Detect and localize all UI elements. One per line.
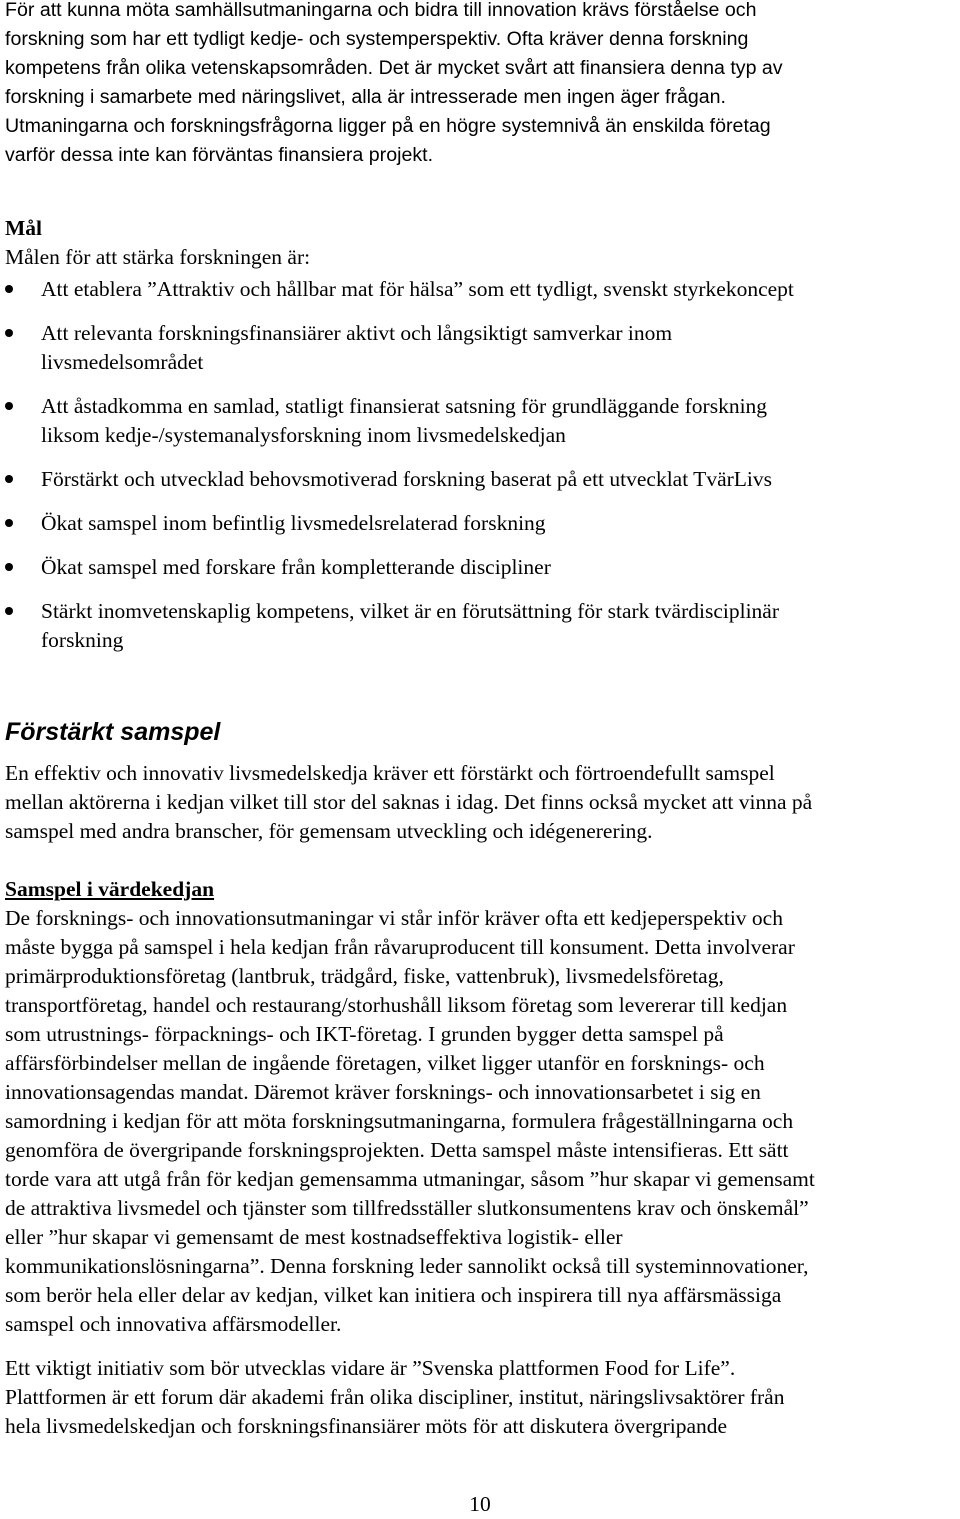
text-line: Ett viktigt initiativ som bör utvecklas vidare är ”Svenska plattformen Food for Life”. xyxy=(5,1356,736,1380)
text-line: forskning xyxy=(41,628,124,652)
text-line: innovationsagendas mandat. Däremot kräver forsknings- och innovationsarbetet i sig en xyxy=(5,1080,761,1104)
text-line: För att kunna möta samhällsutmaningarna och bidra till innovation krävs förståelse och xyxy=(5,0,757,21)
page-number: 10 xyxy=(469,1492,491,1516)
text-line: Förstärkt och utvecklad behovsmotiverad forskning baserat på ett utvecklat TvärLivs xyxy=(41,467,772,491)
bullet-icon xyxy=(5,475,13,483)
text-line: Att åstadkomma en samlad, statligt finansierat satsning för grundläggande forskning xyxy=(41,394,768,418)
list-item xyxy=(0,509,960,538)
bullet-icon xyxy=(5,285,13,293)
mal-heading: Mål xyxy=(5,216,43,240)
text-line: Ökat samspel med forskare från kompletterande discipliner xyxy=(41,555,551,579)
samspel-paragraph xyxy=(5,759,812,846)
text-line: genomföra de övergripande forskningsprojekten. Detta samspel måste intensifieras. Ett sätt xyxy=(5,1138,789,1162)
text-line: forskning i samarbete med näringslivet, alla är intresserade men ingen äger frågan. xyxy=(5,86,726,109)
bullet-icon xyxy=(5,402,13,410)
text-line: eller ”hur skapar vi gemensamt de mest kostnadseffektiva logistik- eller xyxy=(5,1225,623,1249)
text-line: forskning som har ett tydligt kedje- och systemperspektiv. Ofta kräver denna forskning xyxy=(5,28,749,51)
subheading-samspel-i-vardekedjan: Samspel i värdekedjan xyxy=(5,877,215,901)
text-line: Utmaningarna och forskningsfrågorna ligger på en högre systemnivå än enskilda företag xyxy=(5,115,771,138)
text-line: En effektiv och innovativ livsmedelskedja kräver ett förstärkt och förtroendefullt samspel xyxy=(5,761,775,785)
bullet-icon xyxy=(5,563,13,571)
bullet-icon xyxy=(5,607,13,615)
text-line: som berör hela eller delar av kedjan, vilket kan initiera och inspirera till nya affärsmässiga xyxy=(5,1283,782,1307)
text-line: samspel och innovativa affärsmodeller. xyxy=(5,1312,342,1336)
text-line: livsmedelsområdet xyxy=(41,350,204,374)
list-item xyxy=(0,465,960,494)
text-line: torde vara att utgå från för kedjan gemensamma utmaningar, såsom ”hur skapar vi gemensamt xyxy=(5,1167,815,1191)
bullet-icon xyxy=(5,519,13,527)
list-item xyxy=(0,553,960,582)
text-line: de attraktiva livsmedel och tjänster som tillfredsställer slutkonsumentens krav och önskemål” xyxy=(5,1196,809,1220)
initiativ-paragraph xyxy=(5,1354,784,1441)
list-item xyxy=(0,392,960,450)
text-line: varför dessa inte kan förväntas finansiera projekt. xyxy=(5,144,434,167)
mal-intro-text: Målen för att stärka forskningen är: xyxy=(5,245,311,269)
goals-bullet-list xyxy=(0,275,960,670)
text-line: hela livsmedelskedjan och forskningsfinansiärer möts för att diskutera övergripande xyxy=(5,1414,728,1438)
vardekedjan-paragraph xyxy=(5,904,815,1339)
intro-paragraph xyxy=(5,0,783,171)
text-line: primärproduktionsföretag (lantbruk, trädgård, fiske, vattenbruk), livsmedelsföretag, xyxy=(5,964,724,988)
text-line: affärsförbindelser mellan de ingående företagen, vilket ligger utanför en forsknings- och xyxy=(5,1051,765,1075)
text-line: Stärkt inomvetenskaplig kompetens, vilket är en förutsättning för stark tvärdisciplinär xyxy=(41,599,779,623)
text-line: Att etablera ”Attraktiv och hållbar mat för hälsa” som ett tydligt, svenskt styrkekoncept xyxy=(41,277,794,301)
section-heading-forstarkt-samspel: Förstärkt samspel xyxy=(5,718,221,746)
text-line: Plattformen är ett forum där akademi från olika discipliner, institut, näringslivsaktörer från xyxy=(5,1385,785,1409)
text-line: liksom kedje-/systemanalysforskning inom livsmedelskedjan xyxy=(41,423,566,447)
text-line: transportföretag, handel och restaurang/storhushåll liksom företag som levererar till kedjan xyxy=(5,993,788,1017)
text-line: kommunikationslösningarna”. Denna forskning leder sannolikt också till systeminnovationer, xyxy=(5,1254,809,1278)
bullet-icon xyxy=(5,329,13,337)
list-item xyxy=(0,275,960,304)
text-line: kompetens från olika vetenskapsområden. Det är mycket svårt att finansiera denna typ av xyxy=(5,57,783,80)
text-line: Ökat samspel inom befintlig livsmedelsrelaterad forskning xyxy=(41,511,546,535)
text-line: samordning i kedjan för att möta forskningsutmaningarna, formulera frågeställningarna och xyxy=(5,1109,794,1133)
text-line: som utrustnings- förpacknings- och IKT-företag. I grunden bygger detta samspel på xyxy=(5,1022,724,1046)
text-line: Att relevanta forskningsfinansiärer aktivt och långsiktigt samverkar inom xyxy=(41,321,673,345)
text-line: De forsknings- och innovationsutmaningar vi står inför kräver ofta ett kedjeperspektiv och xyxy=(5,906,783,930)
text-line: mellan aktörerna i kedjan vilket till stor del saknas i idag. Det finns också mycket att vinna på xyxy=(5,790,813,814)
text-line: samspel med andra branscher, för gemensam utveckling och idégenerering. xyxy=(5,819,653,843)
list-item xyxy=(0,319,960,377)
text-line: måste bygga på samspel i hela kedjan från råvaruproducent till konsument. Detta involverar xyxy=(5,935,795,959)
list-item xyxy=(0,597,960,655)
